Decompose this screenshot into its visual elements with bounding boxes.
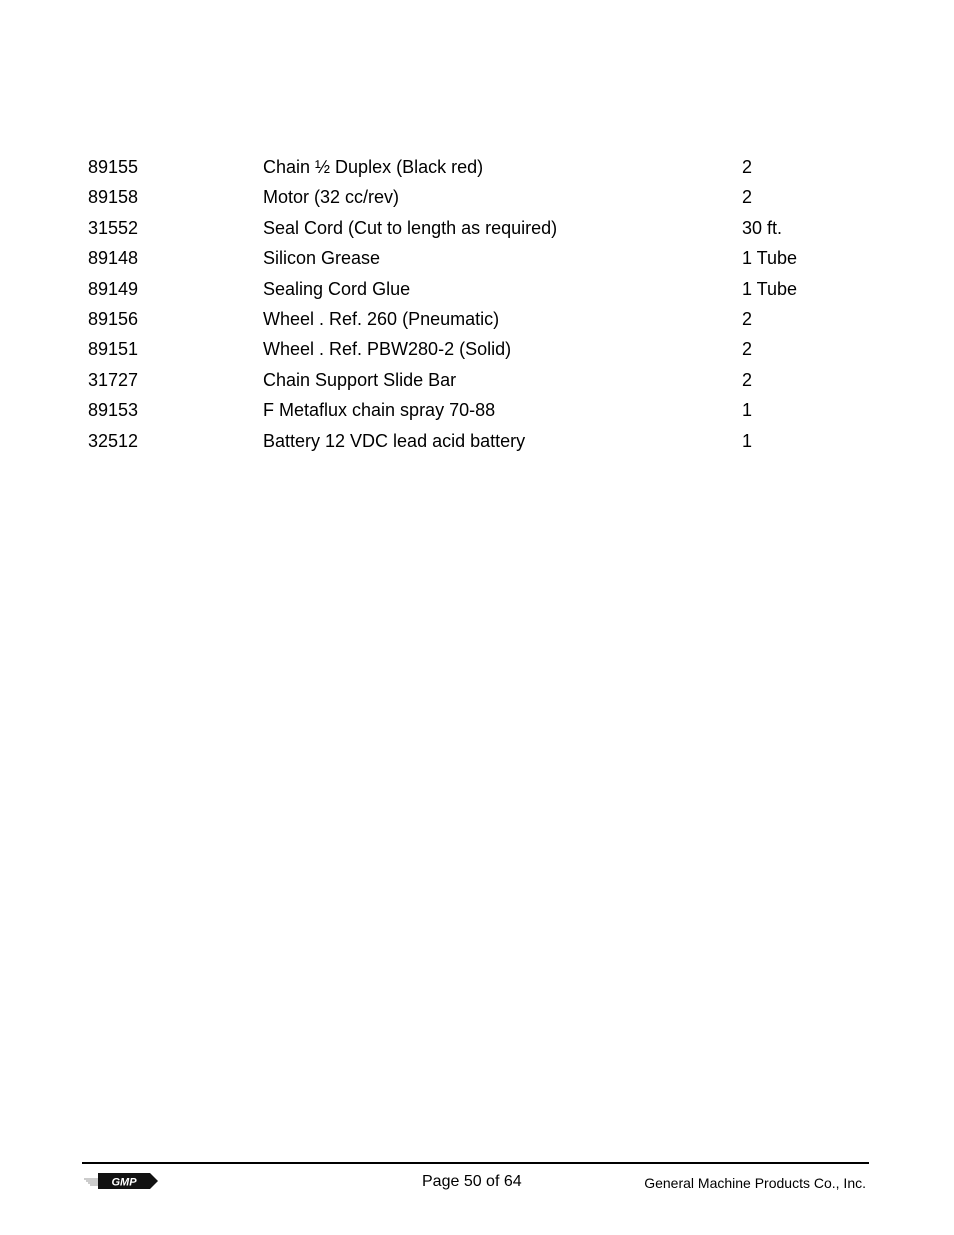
part-quantity: 2 (742, 187, 753, 208)
part-description: F Metaflux chain spray 70-88 (263, 400, 496, 421)
part-number: 89158 (88, 187, 139, 208)
part-description: Sealing Cord Glue (263, 278, 411, 299)
part-number: 89151 (88, 339, 139, 360)
part-number: 89153 (88, 400, 139, 421)
part-row (88, 426, 848, 456)
part-row (88, 334, 848, 364)
part-row (88, 243, 848, 273)
part-description: Chain Support Slide Bar (263, 369, 457, 390)
part-quantity: 1 Tube (742, 248, 798, 269)
part-description: Chain ½ Duplex (Black red) (263, 157, 484, 177)
part-description: Motor (32 cc/rev) (263, 187, 400, 208)
part-number: 31727 (88, 369, 139, 390)
company-name: General Machine Products Co., Inc. (644, 1175, 866, 1191)
part-number: 31552 (88, 217, 139, 238)
part-number: 89156 (88, 308, 139, 329)
gmp-logo-text: GMP (111, 1176, 137, 1189)
part-row (88, 365, 848, 395)
page-number: Page 50 of 64 (422, 1173, 522, 1190)
part-number: 89155 (88, 157, 139, 177)
part-quantity: 2 (742, 157, 753, 177)
part-quantity: 1 (742, 430, 753, 451)
parts-list (88, 152, 848, 456)
part-quantity: 2 (742, 339, 753, 360)
part-row (88, 304, 848, 334)
part-description: Seal Cord (Cut to length as required) (263, 217, 558, 238)
part-row (88, 152, 848, 182)
footer-divider (82, 1162, 869, 1164)
part-quantity: 1 Tube (742, 278, 798, 299)
part-number: 32512 (88, 430, 139, 451)
part-description: Silicon Grease (263, 248, 381, 269)
part-row (88, 274, 848, 304)
part-quantity: 1 (742, 400, 753, 421)
part-quantity: 2 (742, 369, 753, 390)
part-quantity: 30 ft. (742, 217, 783, 238)
part-description: Battery 12 VDC lead acid battery (263, 430, 526, 451)
gmp-logo-icon (82, 1170, 160, 1192)
part-description: Wheel . Ref. PBW280-2 (Solid) (263, 339, 512, 360)
part-number: 89149 (88, 278, 139, 299)
part-quantity: 2 (742, 308, 753, 329)
part-row (88, 395, 848, 425)
part-row (88, 213, 848, 243)
part-description: Wheel . Ref. 260 (Pneumatic) (263, 308, 500, 329)
part-number: 89148 (88, 248, 139, 269)
part-row (88, 182, 848, 212)
